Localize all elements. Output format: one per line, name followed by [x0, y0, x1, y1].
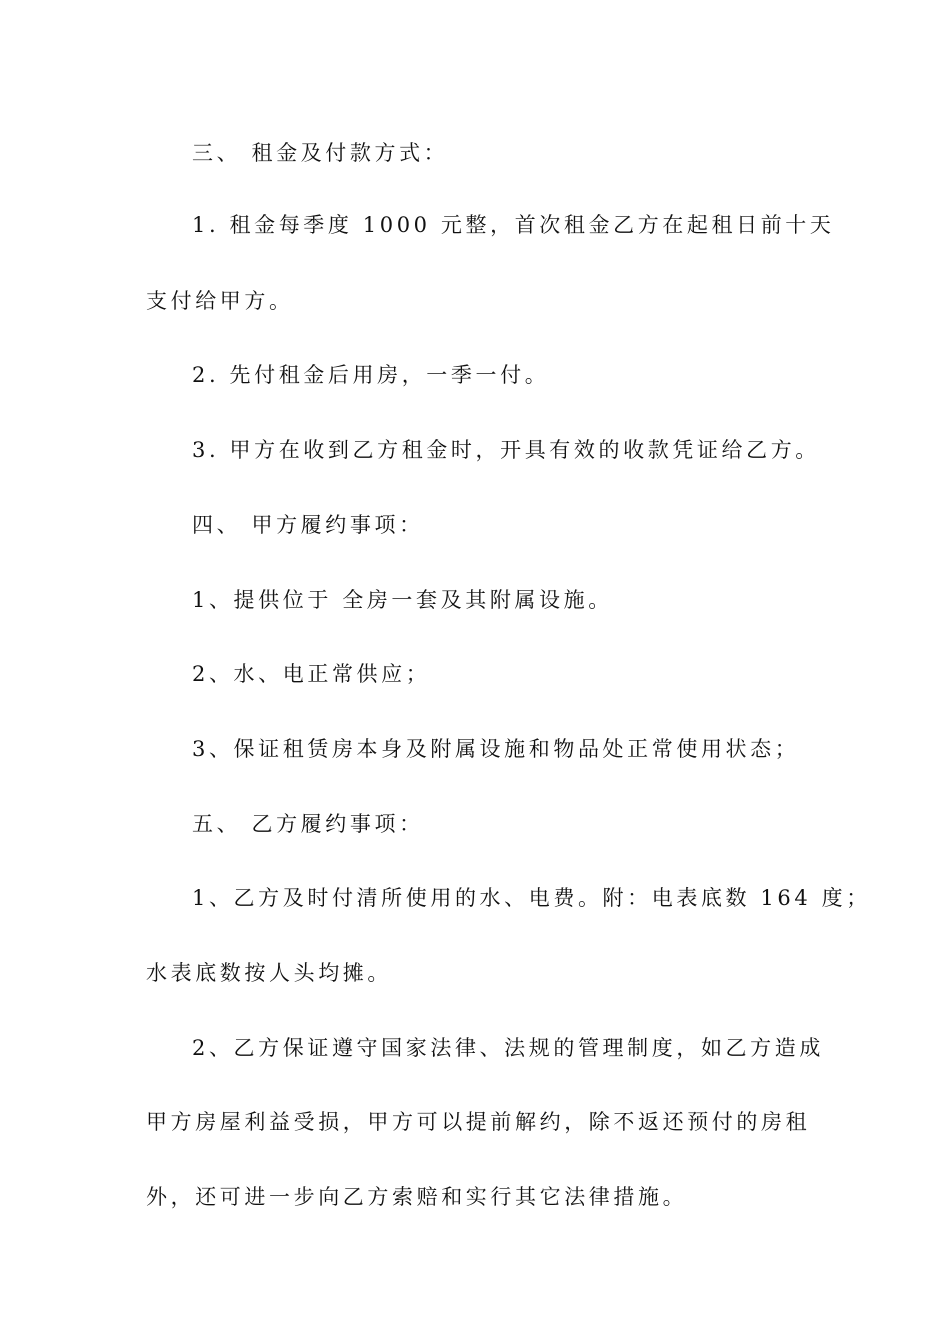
paragraph-line: 2、乙方保证遵守国家法律、法规的管理制度，如乙方造成 [192, 1036, 824, 1060]
paragraph-line: 2、水、电正常供应； [192, 662, 431, 686]
paragraph-line: 1、乙方及时付清所使用的水、电费。附：电表底数 164 度； [192, 886, 871, 910]
section-heading-rent-payment: 三、 租金及付款方式： [192, 141, 449, 165]
paragraph-line: 1、提供位于 全房一套及其附属设施。 [192, 588, 613, 612]
paragraph-line: 3. 甲方在收到乙方租金时，开具有效的收款凭证给乙方。 [192, 438, 820, 462]
paragraph-line: 甲方房屋利益受损，甲方可以提前解约，除不返还预付的房租 [146, 1110, 811, 1134]
section-heading-party-a: 四、 甲方履约事项： [192, 513, 424, 537]
section-heading-party-b: 五、 乙方履约事项： [192, 812, 424, 836]
paragraph-line: 1. 租金每季度 1000 元整，首次租金乙方在起租日前十天 [192, 213, 835, 237]
paragraph-line: 2. 先付租金后用房，一季一付。 [192, 363, 550, 387]
paragraph-line: 支付给甲方。 [146, 289, 294, 313]
paragraph-line: 外，还可进一步向乙方索赔和实行其它法律措施。 [146, 1185, 688, 1209]
paragraph-line: 3、保证租赁房本身及附属设施和物品处正常使用状态； [192, 737, 800, 761]
paragraph-line: 水表底数按人头均摊。 [146, 961, 392, 985]
